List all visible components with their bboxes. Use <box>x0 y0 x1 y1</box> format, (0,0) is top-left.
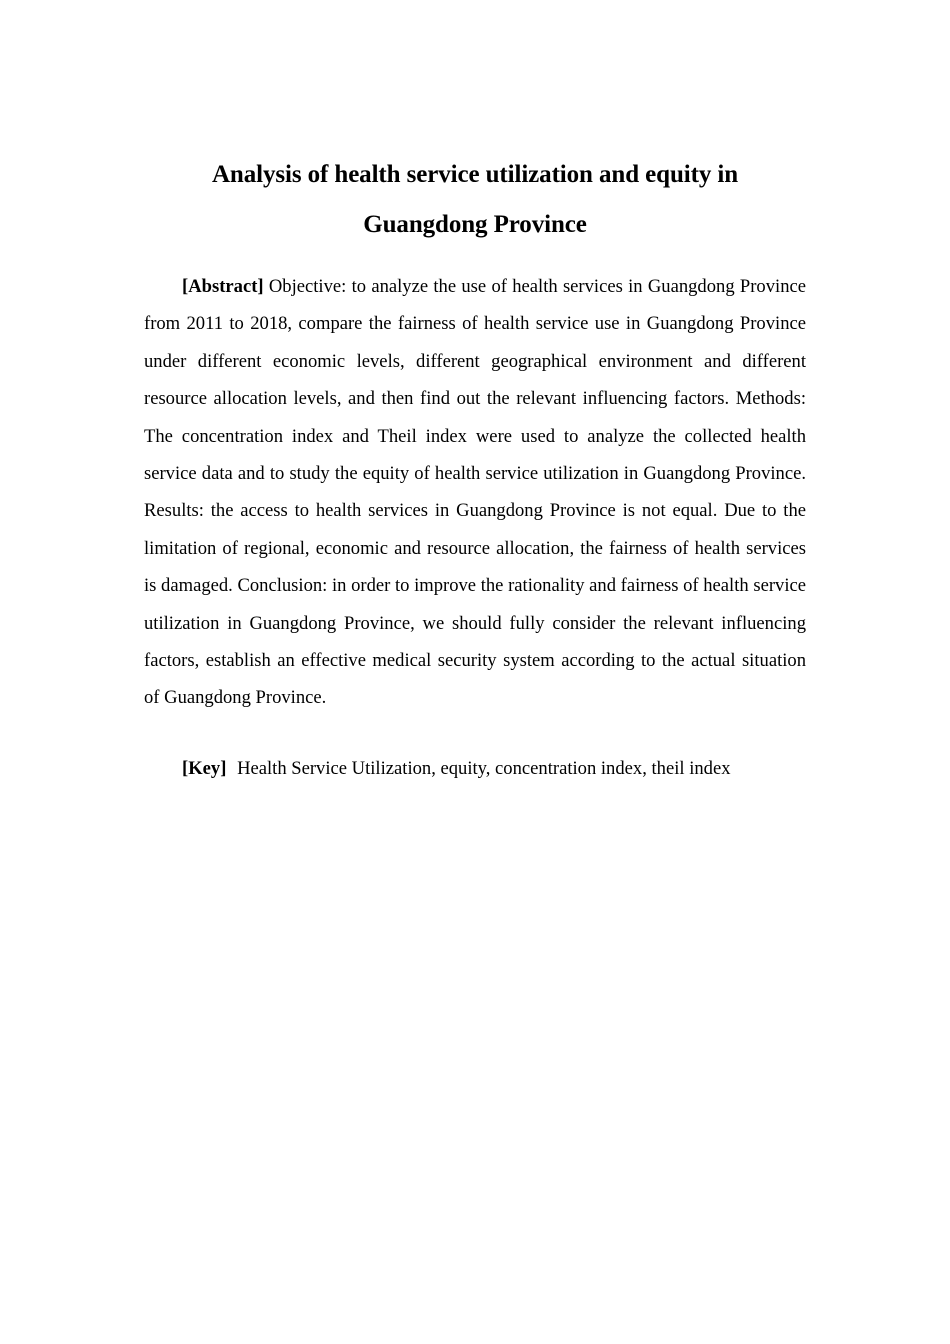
paper-title <box>144 150 806 250</box>
title-line-2: Guangdong Province <box>363 211 587 238</box>
keywords-text: Health Service Utilization, equity, concentration index, theil index <box>237 758 731 779</box>
keywords-label: [Key] <box>182 758 227 779</box>
abstract-paragraph <box>144 268 806 717</box>
abstract-label: [Abstract] <box>182 276 264 297</box>
abstract-text: Objective: to analyze the use of health services in Guangdong Province from 2011 to 2018, compare the fairness of health service use in Guangdong Province under different economic levels, different geographical environment and different resource allocation levels, and then find out the relevant influencing factors. Methods: The concentration index and Theil index were used to analyze the collected health service data and to study the equity of health service utilization in Guangdong Province. Results: the access to health services in Guangdong Province is not equal. Due to the limitation of regional, economic and resource allocation, the fairness of health services is damaged. Conclusion: in order to improve the rationality and fairness of health service utilization in Guangdong Province, we should fully consider the relevant influencing factors, establish an effective medical security system according to the actual situation of Guangdong Province. <box>144 276 806 709</box>
title-line-1: Analysis of health service utilization and equity in <box>211 161 739 188</box>
keywords-paragraph <box>144 750 806 787</box>
